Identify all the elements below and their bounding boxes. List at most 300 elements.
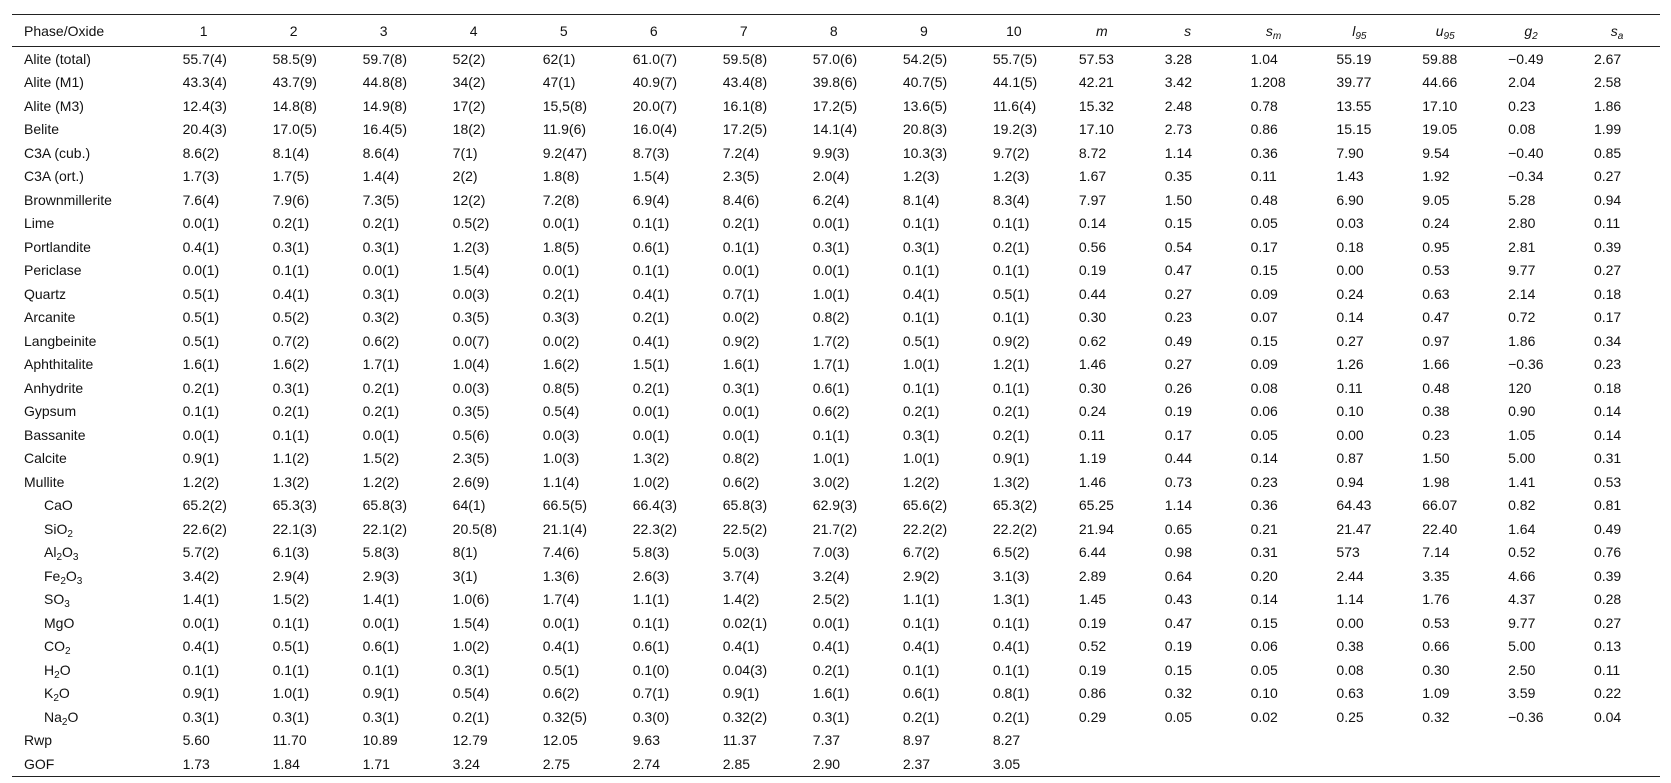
sample-value-cell: 0.0(1) <box>542 215 580 232</box>
sample-value-cell: 20.4(3) <box>182 121 227 138</box>
sample-value-cell: 0.2(1) <box>902 403 940 420</box>
sample-value-cell: 2.9(3) <box>362 567 400 584</box>
sample-value-cell: 2.90 <box>812 755 841 772</box>
sample-value-cell: 1.6(1) <box>182 356 220 373</box>
sample-value-cell: 0.2(1) <box>992 403 1030 420</box>
stat-value-cell: 1.41 <box>1508 473 1536 490</box>
sample-value-cell: 0.3(2) <box>362 309 400 326</box>
sample-value-cell: 1.5(1) <box>632 356 670 373</box>
stat-value-cell: 0.15 <box>1250 332 1278 349</box>
sample-value-cell: 0.3(5) <box>452 403 490 420</box>
stat-value-cell: 0.05 <box>1164 708 1192 725</box>
stat-value-cell: 15.15 <box>1336 121 1372 138</box>
table-row <box>12 71 1660 95</box>
sample-value-cell: 1.1(2) <box>272 450 310 467</box>
stat-value-cell: 0.14 <box>1336 309 1364 326</box>
stat-value-cell <box>1488 729 1574 753</box>
sample-value-cell: 7.4(6) <box>542 544 580 561</box>
sample-value-cell: 65.2(2) <box>182 497 227 514</box>
sample-value-cell: 0.4(1) <box>902 285 940 302</box>
stat-value-cell: 9.54 <box>1422 144 1450 161</box>
stat-value-cell: 1.04 <box>1250 50 1278 67</box>
sample-value-cell: 0.5(6) <box>452 426 490 443</box>
stat-value-cell: 1.14 <box>1164 144 1192 161</box>
sample-value-cell: 1.0(4) <box>452 356 490 373</box>
sample-value-cell: 2.74 <box>632 755 660 772</box>
row-label-text: Aphthitalite <box>24 356 94 373</box>
stat-value-cell: 0.07 <box>1250 309 1278 326</box>
stat-value-cell: 0.21 <box>1250 520 1278 537</box>
sample-value-cell: 15,5(8) <box>542 97 588 114</box>
stat-value-cell <box>1059 729 1145 753</box>
row-label-text: Belite <box>24 121 60 138</box>
stat-value-cell: 0.30 <box>1078 379 1107 396</box>
sample-value-cell: 22.3(2) <box>632 520 678 537</box>
sample-value-cell: 7.2(4) <box>722 144 760 161</box>
row-label-formula: $CO_2$ <box>44 638 71 658</box>
sample-value-cell: 1.84 <box>272 755 300 772</box>
sample-value-cell: 0.2(1) <box>722 215 760 232</box>
sample-value-cell: 0.1(1) <box>272 661 310 678</box>
stat-value-cell: 9.77 <box>1508 262 1536 279</box>
sample-value-cell: 0.4(1) <box>542 638 580 655</box>
stat-value-cell: 2.89 <box>1078 567 1107 584</box>
sample-value-cell: 7.2(8) <box>542 191 580 208</box>
stat-value-cell: 0.19 <box>1164 403 1192 420</box>
formula-subscript: 2 <box>53 693 59 705</box>
sample-value-cell: 2.37 <box>902 755 931 772</box>
row-label <box>12 400 159 424</box>
stat-value-cell: 0.27 <box>1164 356 1192 373</box>
sample-value-cell: 0.3(5) <box>452 309 490 326</box>
sample-value-cell: 61.0(7) <box>632 50 678 67</box>
sample-value-cell: 0.6(2) <box>542 685 580 702</box>
sample-value-cell: 0.3(1) <box>452 661 490 678</box>
stat-value-cell <box>1231 752 1317 776</box>
table-row <box>12 588 1660 612</box>
sample-value-cell: 2.6(9) <box>452 473 490 490</box>
sample-value-cell: 0.0(1) <box>812 215 850 232</box>
sample-value-cell: 0.5(1) <box>182 309 220 326</box>
row-label <box>12 635 159 659</box>
sample-value-cell: 7(1) <box>452 144 478 161</box>
sample-value-cell: 0.2(1) <box>632 309 670 326</box>
stat-value-cell: 0.48 <box>1422 379 1450 396</box>
stat-value-cell <box>1059 752 1145 776</box>
sample-value-cell: 9.9(3) <box>812 144 850 161</box>
stat-value-cell: 0.90 <box>1508 403 1536 420</box>
stat-value-cell: 0.08 <box>1508 121 1536 138</box>
sample-value-cell: 58.5(9) <box>272 50 317 67</box>
stat-value-cell: 42.21 <box>1078 74 1114 91</box>
sample-value-cell: 17.0(5) <box>272 121 317 138</box>
stat-value-cell: 4.37 <box>1508 591 1536 608</box>
header-stat-symbol: s <box>1610 22 1618 39</box>
stat-value-cell: 0.17 <box>1593 309 1622 326</box>
stat-value-cell: 44.66 <box>1422 74 1458 91</box>
sample-value-cell: 1.6(1) <box>812 685 850 702</box>
header-stat-symbol: u <box>1435 22 1444 39</box>
stat-value-cell: 5.28 <box>1508 191 1536 208</box>
stat-value-cell: 0.27 <box>1164 285 1192 302</box>
sample-value-cell: 3.4(2) <box>182 567 220 584</box>
header-sample-4: 4 <box>469 22 478 39</box>
header-phase-oxide: Phase/Oxide <box>24 22 105 39</box>
stat-value-cell: −0.36 <box>1508 356 1544 373</box>
sample-value-cell: 2.9(2) <box>902 567 940 584</box>
stat-value-cell: 3.42 <box>1164 74 1192 91</box>
sample-value-cell: 0.0(1) <box>362 614 400 631</box>
sample-value-cell: 0.6(2) <box>812 403 850 420</box>
sample-value-cell: 1.1(1) <box>632 591 670 608</box>
stat-value-cell <box>1488 752 1574 776</box>
header-sample-10: 10 <box>1006 22 1022 39</box>
stat-value-cell: 13.55 <box>1336 97 1372 114</box>
table-row <box>12 682 1660 706</box>
stat-value-cell: 0.03 <box>1336 215 1364 232</box>
sample-value-cell: 0.4(1) <box>812 638 850 655</box>
stat-value-cell: 9.05 <box>1422 191 1450 208</box>
sample-value-cell: 43.4(8) <box>722 74 768 91</box>
formula-subscript: 2 <box>65 646 71 658</box>
sample-value-cell: 0.4(1) <box>992 638 1030 655</box>
table-row <box>12 635 1660 659</box>
sample-value-cell: 1.3(2) <box>992 473 1030 490</box>
stat-value-cell: 0.43 <box>1164 591 1192 608</box>
sample-value-cell: 0.1(1) <box>272 614 310 631</box>
sample-value-cell: 1.4(1) <box>362 591 400 608</box>
sample-value-cell: 12.79 <box>452 732 488 749</box>
stat-value-cell: 0.34 <box>1593 332 1622 349</box>
stat-value-cell: 0.38 <box>1422 403 1450 420</box>
header-stat-subscript: m <box>1272 30 1282 42</box>
sample-value-cell: 6.9(4) <box>632 191 670 208</box>
stat-value-cell: 2.04 <box>1508 74 1536 91</box>
table-row <box>12 658 1660 682</box>
row-label <box>12 611 159 635</box>
stat-value-cell: 0.63 <box>1336 685 1364 702</box>
sample-value-cell: 44.1(5) <box>992 74 1038 91</box>
stat-value-cell: −0.34 <box>1508 168 1544 185</box>
stat-value-cell: 0.86 <box>1250 121 1278 138</box>
table-row <box>12 235 1660 259</box>
stat-value-cell: 0.49 <box>1593 520 1622 537</box>
formula-subscript: 3 <box>64 599 70 611</box>
sample-value-cell: 20.0(7) <box>632 97 678 114</box>
table-header <box>12 15 1660 47</box>
stat-value-cell: 0.95 <box>1422 238 1450 255</box>
stat-value-cell: 0.39 <box>1593 567 1622 584</box>
row-label-formula: $K_2O$ <box>44 685 70 705</box>
stat-value-cell: 0.11 <box>1593 215 1621 232</box>
sample-value-cell: 0.1(1) <box>182 661 220 678</box>
sample-value-cell: 18(2) <box>452 121 486 138</box>
stat-value-cell: 0.05 <box>1250 215 1278 232</box>
stat-value-cell <box>1231 729 1317 753</box>
header-row <box>12 15 1660 47</box>
sample-value-cell: 1.0(6) <box>452 591 490 608</box>
sample-value-cell: 7.37 <box>812 732 841 749</box>
sample-value-cell: 0.1(1) <box>632 262 670 279</box>
stat-value-cell: 0.04 <box>1593 708 1622 725</box>
stat-value-cell: 1.208 <box>1250 74 1286 91</box>
sample-value-cell: 0.1(1) <box>272 262 310 279</box>
header-stat <box>1574 15 1660 47</box>
stat-value-cell: 2.67 <box>1593 50 1622 67</box>
stat-value-cell: −0.49 <box>1508 50 1544 67</box>
stat-value-cell: 2.48 <box>1164 97 1192 114</box>
sample-value-cell: 0.7(2) <box>272 332 310 349</box>
stat-value-cell: 1.14 <box>1336 591 1364 608</box>
sample-value-cell: 21.1(4) <box>542 520 588 537</box>
sample-value-cell: 1.0(1) <box>902 356 940 373</box>
row-label <box>12 729 159 753</box>
header-stat <box>1231 15 1317 47</box>
sample-value-cell: 0.2(1) <box>272 403 310 420</box>
sample-value-cell: 1.7(3) <box>182 168 220 185</box>
sample-value-cell: 0.3(0) <box>632 708 670 725</box>
sample-value-cell: 0.3(1) <box>362 708 400 725</box>
row-label <box>12 470 159 494</box>
table-container <box>12 14 1660 777</box>
sample-value-cell: 11.37 <box>722 732 757 749</box>
sample-value-cell: 0.6(2) <box>362 332 400 349</box>
stat-value-cell: 0.14 <box>1078 215 1107 232</box>
sample-value-cell: 0.4(1) <box>632 332 670 349</box>
stat-value-cell: 0.85 <box>1593 144 1622 161</box>
sample-value-cell: 0.6(1) <box>812 379 850 396</box>
sample-value-cell: 0.1(1) <box>902 309 940 326</box>
sample-value-cell: 1.6(1) <box>722 356 760 373</box>
sample-value-cell: 8.1(4) <box>902 191 940 208</box>
stat-value-cell: 2.73 <box>1164 121 1192 138</box>
sample-value-cell: 5.7(2) <box>182 544 220 561</box>
stat-value-cell: 1.99 <box>1593 121 1622 138</box>
table-row <box>12 212 1660 236</box>
formula-subscript: 2 <box>61 716 68 728</box>
row-label-formula: $SO_3$ <box>44 591 70 611</box>
stat-value-cell: 1.86 <box>1508 332 1536 349</box>
sample-value-cell: 0.9(2) <box>722 332 760 349</box>
sample-value-cell: 14.1(4) <box>812 121 858 138</box>
sample-value-cell: 0.1(1) <box>992 379 1030 396</box>
sample-value-cell: 52(2) <box>452 50 486 67</box>
sample-value-cell: 1.7(1) <box>812 356 850 373</box>
stat-value-cell: 0.32 <box>1164 685 1192 702</box>
sample-value-cell: 0.3(3) <box>542 309 580 326</box>
stat-value-cell: 1.26 <box>1336 356 1364 373</box>
sample-value-cell: 2.0(4) <box>812 168 850 185</box>
row-label-text: GOF <box>24 755 55 772</box>
sample-value-cell: 2.75 <box>542 755 570 772</box>
table-row <box>12 729 1660 753</box>
sample-value-cell: 57.0(6) <box>812 50 858 67</box>
sample-value-cell: 17(2) <box>452 97 486 114</box>
sample-value-cell: 1.2(1) <box>992 356 1030 373</box>
row-label <box>12 376 159 400</box>
stat-value-cell: 0.36 <box>1250 144 1278 161</box>
sample-value-cell: 0.6(1) <box>902 685 940 702</box>
sample-value-cell: 1.1(4) <box>542 473 580 490</box>
stat-value-cell: 9.77 <box>1508 614 1536 631</box>
sample-value-cell: 0.8(2) <box>722 450 760 467</box>
stat-value-cell: 0.15 <box>1164 661 1192 678</box>
sample-value-cell: 0.2(1) <box>632 379 670 396</box>
stat-value-cell: 0.09 <box>1250 285 1278 302</box>
stat-value-cell: 0.35 <box>1164 168 1192 185</box>
table-body <box>12 47 1660 777</box>
sample-value-cell: 1.6(2) <box>272 356 310 373</box>
row-label <box>12 141 159 165</box>
sample-value-cell: 0.3(1) <box>812 238 850 255</box>
stat-value-cell: 0.18 <box>1593 285 1622 302</box>
sample-value-cell: 0.3(1) <box>362 285 400 302</box>
sample-value-cell: 8.4(6) <box>722 191 760 208</box>
stat-value-cell: 0.24 <box>1422 215 1450 232</box>
sample-value-cell: 66.5(5) <box>542 497 588 514</box>
sample-value-cell: 10.3(3) <box>902 144 948 161</box>
stat-value-cell: 0.23 <box>1508 97 1536 114</box>
stat-value-cell: 0.32 <box>1422 708 1450 725</box>
sample-value-cell: 1.2(2) <box>182 473 220 490</box>
formula-subscript: 3 <box>72 552 79 564</box>
sample-value-cell: 8.27 <box>992 732 1021 749</box>
stat-value-cell: 17.10 <box>1422 97 1458 114</box>
header-stat <box>1488 15 1574 47</box>
sample-value-cell: 0.7(1) <box>722 285 760 302</box>
row-label-text: Arcanite <box>24 309 76 326</box>
sample-value-cell: 54.2(5) <box>902 50 948 67</box>
row-label <box>12 165 159 189</box>
stat-value-cell: 0.18 <box>1593 379 1622 396</box>
sample-value-cell: 0.2(1) <box>542 285 580 302</box>
stat-value-cell: 2.58 <box>1593 74 1622 91</box>
stat-value-cell: 0.39 <box>1593 238 1622 255</box>
row-label <box>12 423 159 447</box>
stat-value-cell: 0.17 <box>1164 426 1192 443</box>
table-row <box>12 611 1660 635</box>
row-label-text: Calcite <box>24 450 67 467</box>
stat-value-cell: 0.47 <box>1164 262 1192 279</box>
stat-value-cell: 0.00 <box>1336 262 1364 279</box>
sample-value-cell: 62(1) <box>542 50 576 67</box>
sample-value-cell: 2.6(3) <box>632 567 670 584</box>
sample-value-cell: 1.2(2) <box>902 473 940 490</box>
sample-value-cell: 0.1(1) <box>272 426 310 443</box>
stat-value-cell: 0.23 <box>1593 356 1622 373</box>
stat-value-cell: 0.53 <box>1422 262 1450 279</box>
sample-value-cell: 1.5(4) <box>632 168 670 185</box>
stat-value-cell: 0.63 <box>1422 285 1450 302</box>
stat-value-cell: 0.81 <box>1593 497 1622 514</box>
header-stat-subscript: 95 <box>1355 30 1367 42</box>
sample-value-cell: 7.0(3) <box>812 544 850 561</box>
sample-value-cell: 0.0(1) <box>542 262 580 279</box>
stat-value-cell: 0.15 <box>1164 215 1192 232</box>
sample-value-cell: 2.5(2) <box>812 591 850 608</box>
stat-value-cell: 0.25 <box>1336 708 1364 725</box>
sample-value-cell: 0.0(1) <box>182 614 220 631</box>
stat-value-cell: 1.14 <box>1164 497 1192 514</box>
sample-value-cell: 1.5(4) <box>452 614 490 631</box>
row-label-text: Quartz <box>24 285 67 302</box>
table-row <box>12 306 1660 330</box>
stat-value-cell: 0.06 <box>1250 403 1278 420</box>
table-row <box>12 494 1660 518</box>
stat-value-cell: 21.47 <box>1336 520 1372 537</box>
stat-value-cell: 0.08 <box>1336 661 1364 678</box>
row-label-text: Alite (M1) <box>24 74 84 91</box>
stat-value-cell: 64.43 <box>1336 497 1372 514</box>
sample-value-cell: 0.1(1) <box>992 614 1030 631</box>
stat-value-cell: 19.05 <box>1422 121 1458 138</box>
sample-value-cell: 0.0(1) <box>182 426 220 443</box>
sample-value-cell: 1.8(5) <box>542 238 580 255</box>
sample-value-cell: 2.3(5) <box>452 450 490 467</box>
header-stat <box>1316 15 1402 47</box>
stat-value-cell: 0.17 <box>1250 238 1278 255</box>
row-label <box>12 541 159 565</box>
stat-value-cell: 65.25 <box>1078 497 1114 514</box>
table-row <box>12 705 1660 729</box>
stat-value-cell: 0.86 <box>1078 685 1107 702</box>
sample-value-cell: 12.05 <box>542 732 578 749</box>
sample-value-cell: 66.4(3) <box>632 497 678 514</box>
sample-value-cell: 0.32(5) <box>542 708 588 725</box>
row-label <box>12 752 159 776</box>
sample-value-cell: 0.2(1) <box>992 708 1030 725</box>
stat-value-cell: 0.08 <box>1250 379 1278 396</box>
sample-value-cell: 22.1(3) <box>272 520 317 537</box>
sample-value-cell: 16.1(8) <box>722 97 768 114</box>
header-stat-symbol: s <box>1265 22 1273 39</box>
stat-value-cell: 1.09 <box>1422 685 1450 702</box>
stat-value-cell: 2.80 <box>1508 215 1536 232</box>
sample-value-cell: 1.3(6) <box>542 567 580 584</box>
row-label-text: Mullite <box>24 473 65 490</box>
stat-value-cell: 0.26 <box>1164 379 1192 396</box>
sample-value-cell: 2.85 <box>722 755 751 772</box>
row-label <box>12 447 159 471</box>
sample-value-cell: 1.4(2) <box>722 591 760 608</box>
sample-value-cell: 0.3(1) <box>722 379 760 396</box>
sample-value-cell: 8.6(4) <box>362 144 400 161</box>
sample-value-cell: 0.1(1) <box>902 379 940 396</box>
sample-value-cell: 3.0(2) <box>812 473 850 490</box>
sample-value-cell: 39.8(6) <box>812 74 858 91</box>
row-label-text: Langbeinite <box>24 332 97 349</box>
sample-value-cell: 1.7(1) <box>362 356 400 373</box>
sample-value-cell: 2.9(4) <box>272 567 310 584</box>
stat-value-cell: 2.50 <box>1508 661 1536 678</box>
sample-value-cell: 6.7(2) <box>902 544 940 561</box>
formula-subscript: 2 <box>67 528 73 540</box>
header-stat-symbol: l <box>1352 22 1356 39</box>
stat-value-cell <box>1145 752 1231 776</box>
sample-value-cell: 21.7(2) <box>812 520 858 537</box>
stat-value-cell: 0.05 <box>1250 661 1278 678</box>
row-label <box>12 282 159 306</box>
stat-value-cell: 0.30 <box>1422 661 1450 678</box>
header-stat <box>1402 15 1488 47</box>
sample-value-cell: 0.6(1) <box>362 638 400 655</box>
sample-value-cell: 0.2(1) <box>902 708 940 725</box>
sample-value-cell: 1.8(8) <box>542 168 580 185</box>
stat-value-cell <box>1402 729 1488 753</box>
sample-value-cell: 12(2) <box>452 191 486 208</box>
sample-value-cell: 1.0(1) <box>272 685 310 702</box>
sample-value-cell: 19.2(3) <box>992 121 1038 138</box>
